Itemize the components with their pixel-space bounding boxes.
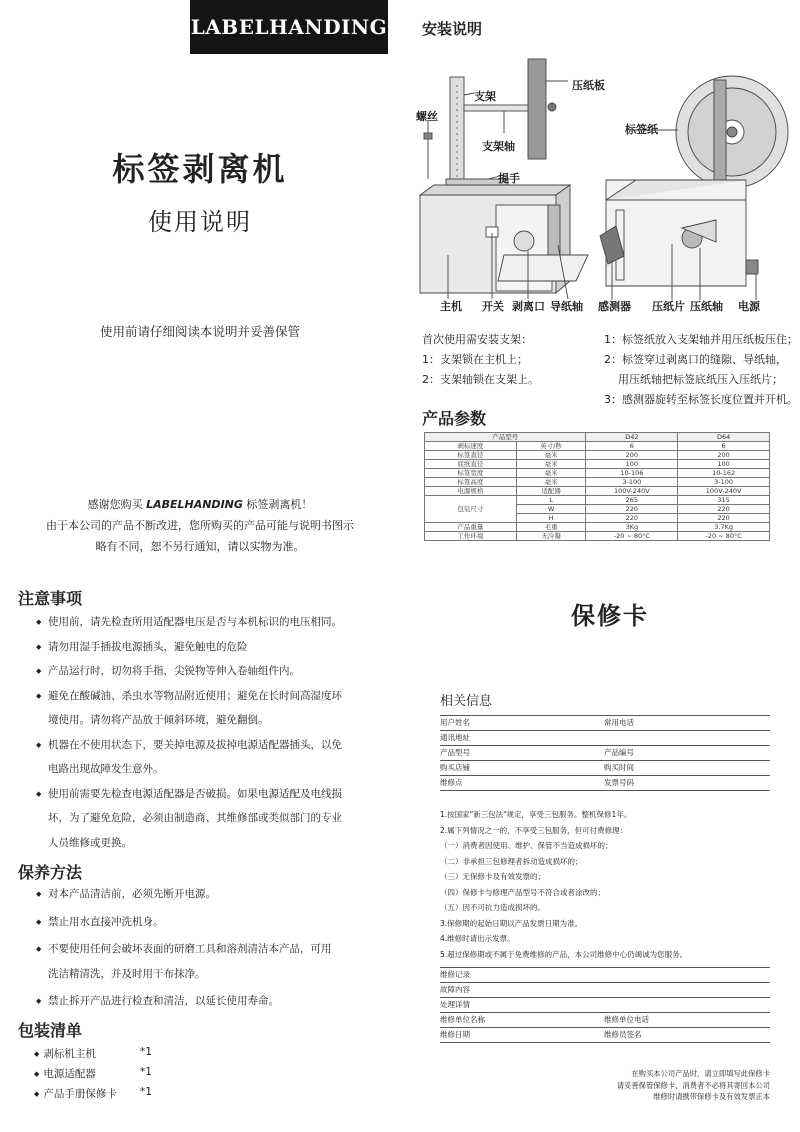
thanks-line2: 由于本公司的产品不断改进，您所购买的产品可能与说明书图示 — [46, 519, 354, 532]
form-label: 故障内容 — [440, 985, 470, 994]
params-title: 产品参数 — [422, 409, 487, 428]
form-row — [440, 761, 770, 776]
table-cell: 220 — [586, 505, 678, 514]
table-cell: 产品重量 — [425, 523, 517, 532]
setup-right-line: 用压纸轴把标签底纸压入压纸片； — [618, 373, 783, 386]
list-item-cont: 境使用。请勿将产品放于倾斜环境，避免翻倒。 — [48, 714, 269, 726]
form-label: 维修日期 — [440, 1030, 470, 1039]
table-cell: 毫米 — [516, 478, 586, 487]
label-sensor: 感测器 — [598, 300, 631, 313]
label-label-paper: 标签纸 — [625, 123, 658, 136]
form-row — [440, 1028, 770, 1043]
rule-line: 5.超过保修期或不属于免费维修的产品，本公司维修中心仍竭诚为您服务。 — [440, 949, 688, 959]
table-cell: 220 — [678, 505, 770, 514]
form-label: 通讯地址 — [440, 733, 470, 742]
rule-line: （五）因不可抗力造成损坏的。 — [440, 903, 545, 912]
rule-line: 2.属下列情况之一的，不享受三包服务，但可付费修理： — [440, 825, 628, 835]
list-item: ◆ 禁止拆开产品进行检查和清洁，以延长使用寿命。 — [36, 989, 376, 1014]
setup-right-line: 1：标签纸放入支架轴并用压纸板压住； — [604, 333, 798, 346]
brand-logo: LABELHANDING — [190, 0, 388, 54]
table-cell: 220 — [678, 514, 770, 523]
label-power: 电源 — [738, 300, 760, 313]
table-cell: 6 — [678, 442, 770, 451]
list-item: ◆ 使用前，请先检查所用适配器电压是否与本机标识的电压相同。 — [36, 610, 376, 635]
list-item — [34, 1046, 96, 1061]
table-cell: 100 — [678, 460, 770, 469]
table-cell: 315 — [678, 496, 770, 505]
setup-right — [604, 330, 798, 410]
form-row — [440, 716, 770, 731]
read-notice: 使用前请仔细阅读本说明并妥善保管 — [99, 324, 300, 339]
warranty-title: 保修卡 — [571, 602, 649, 630]
form-row — [440, 1013, 770, 1028]
table-cell: 英寸/秒 — [516, 442, 586, 451]
table-cell: 3.7Kg — [678, 523, 770, 532]
table-cell: D42 — [586, 433, 678, 442]
thanks-line1-a: 感谢您购买 — [87, 498, 147, 511]
packing-title: 包装清单 — [18, 1021, 83, 1040]
label-peel-port: 剥离口 — [512, 300, 545, 313]
packing-list — [34, 1046, 234, 1106]
rule-line: 3.保修期的起始日期以产品发票日期为准。 — [440, 918, 583, 928]
label-bracket-shaft: 支架轴 — [482, 140, 515, 153]
table-cell: 毫米 — [516, 451, 586, 460]
maintenance-title: 保养方法 — [18, 863, 83, 882]
label-loading-diagram — [596, 60, 796, 305]
thanks-text — [0, 494, 400, 557]
table-row — [425, 478, 770, 487]
setup-right-line: 2：标签穿过剥离口的缝隙、导纸轴， — [604, 353, 787, 366]
table-cell: 标签直径 — [425, 451, 517, 460]
setup-left-line: 2：支架轴锁在支架上。 — [422, 373, 539, 386]
warranty-rules — [440, 807, 770, 962]
rule-line: 1.按国家"新三包法"规定，享受三包服务。整机保修1年。 — [440, 810, 632, 819]
list-item: ◆ 请勿用湿手插拔电源插头，避免触电的危险 — [36, 635, 376, 660]
footer-line: 请妥善保管保修卡，消费者不必将其寄回本公司 — [616, 1080, 770, 1090]
table-cell: H — [516, 514, 586, 523]
table-row — [425, 532, 770, 541]
form-label: 产品编号 — [604, 748, 634, 757]
info-title: 相关信息 — [440, 694, 493, 709]
page-subtitle: 使用说明 — [148, 208, 252, 236]
table-cell: 200 — [678, 451, 770, 460]
rule-line: 4.维修时请出示发票。 — [440, 934, 515, 943]
form-row — [440, 776, 770, 791]
form-row — [440, 968, 770, 983]
table-cell: 200 — [586, 451, 678, 460]
form-label: 处理详情 — [440, 1000, 470, 1009]
form-label: 购买店铺 — [440, 763, 470, 772]
table-row — [425, 433, 770, 442]
thanks-brand: LABELHANDING — [146, 498, 243, 511]
packing-item-name: 电源适配器 — [43, 1068, 96, 1080]
table-cell: 包装尺寸 — [425, 496, 517, 523]
list-item — [34, 1086, 117, 1101]
form-row — [440, 998, 770, 1013]
list-item: ◆ 机器在不使用状态下，要关掉电源及拔掉电源适配器插头，以免 — [36, 733, 376, 758]
setup-left-line: 1：支架锁在主机上； — [422, 353, 528, 366]
form-label: 产品型号 — [440, 748, 470, 757]
list-item: ◆ 使用前需要先检查电源适配器是否破损。如果电源适配及电线损 — [36, 782, 376, 807]
table-cell: L — [516, 496, 586, 505]
table-cell: 100V-240V — [586, 487, 678, 496]
installation-heading: 安装说明 — [422, 20, 483, 38]
form-label: 发票号码 — [604, 778, 634, 787]
form-label: 常用电话 — [604, 718, 634, 727]
rule-line: （二）非承担三包修理者拆动造成损坏的； — [440, 856, 583, 866]
table-cell: 工作环境 — [425, 532, 517, 541]
rule-line: （一）消费者因使用、维护、保管不当造成损坏的； — [440, 841, 613, 850]
form-label: 用户姓名 — [440, 718, 470, 727]
list-item: ◆ 产品运行时，切勿将手指，尖锐物等伸入卷轴组件内。 — [36, 659, 376, 684]
setup-left-line: 首次使用需安装支架： — [422, 333, 532, 346]
form-row — [440, 746, 770, 761]
table-cell: 265 — [586, 496, 678, 505]
rule-line: （四）保修卡与修理产品型号不符合或者涂改的； — [440, 887, 605, 897]
table-cell: 标签宽度 — [425, 469, 517, 478]
label-screw: 螺丝 — [416, 110, 438, 123]
table-cell: 电源规格 — [425, 487, 517, 496]
table-cell: 底纸直径 — [425, 460, 517, 469]
table-row — [425, 523, 770, 532]
table-cell: 毛重 — [516, 523, 586, 532]
table-cell: 毫米 — [516, 460, 586, 469]
form-label: 维修点 — [440, 778, 463, 787]
cautions-title: 注意事项 — [18, 589, 83, 608]
form-label: 维修记录 — [440, 970, 470, 979]
table-cell: 标签高度 — [425, 478, 517, 487]
packing-item-name: 产品手册保修卡 — [43, 1088, 117, 1100]
table-cell: 10-162 — [678, 469, 770, 478]
list-item: ◆ 对本产品清洁前，必须先断开电源。 — [36, 882, 376, 907]
list-item: ◆ 避免在酸碱油、杀虫水等物品附近使用；避免在长时间高湿度环 — [36, 684, 376, 709]
table-cell: 产品型号 — [425, 433, 586, 442]
params-table — [424, 432, 770, 541]
form-label: 维修单位电话 — [604, 1015, 649, 1024]
cautions-list — [36, 610, 376, 855]
table-row — [425, 469, 770, 478]
table-cell: 3-100 — [586, 478, 678, 487]
label-bracket: 支架 — [474, 90, 496, 103]
table-cell: 无冷凝 — [516, 532, 586, 541]
label-guide-shaft: 导纸轴 — [550, 300, 583, 313]
label-paper-plate: 压纸板 — [572, 79, 605, 92]
warranty-footer — [500, 1068, 770, 1103]
table-cell: 剥标速度 — [425, 442, 517, 451]
packing-item-qty: *1 — [140, 1046, 152, 1058]
table-cell: D64 — [678, 433, 770, 442]
label-switch: 开关 — [482, 300, 504, 313]
table-cell: 3-100 — [678, 478, 770, 487]
list-item-cont: 洗洁精清洗，并及时用干布抹净。 — [48, 967, 206, 980]
form-row — [440, 983, 770, 998]
table-cell: 6 — [586, 442, 678, 451]
form-row — [440, 731, 770, 746]
label-main-unit: 主机 — [440, 300, 462, 313]
form-label: 维修员签名 — [604, 1030, 642, 1039]
form-label: 购买时间 — [604, 763, 634, 772]
table-cell: -20 ~ 80°C — [586, 532, 678, 541]
table-row — [425, 442, 770, 451]
footer-line: 维修时请携带保修卡及有效发票正本 — [653, 1092, 770, 1101]
rule-line: （三）无保修卡及有效发票的； — [440, 872, 545, 881]
setup-left — [422, 330, 539, 390]
table-cell: -20 ~ 80°C — [678, 532, 770, 541]
list-item-cont: 电路出现故障发生意外。 — [48, 763, 164, 775]
list-item-cont: 人员维修或更换。 — [48, 836, 132, 849]
maintenance-list — [36, 882, 376, 1014]
packing-item-name: 剥标机主机 — [43, 1048, 96, 1060]
label-press-shaft: 压纸轴 — [690, 300, 723, 313]
list-item: ◆ 禁止用水直接冲洗机身。 — [36, 910, 376, 935]
form-label: 维修单位名称 — [440, 1015, 485, 1024]
list-item-cont: 坏，为了避免危险，必须由制造商、其维修部或类似部门的专业 — [48, 812, 342, 824]
list-item — [34, 1066, 96, 1081]
label-handle: 提手 — [498, 172, 520, 185]
table-cell: 毫米 — [516, 469, 586, 478]
table-cell: 100V-240V — [678, 487, 770, 496]
table-cell: 10-106 — [586, 469, 678, 478]
footer-line: 在购买本公司产品时，请立即填写此保修卡 — [631, 1069, 770, 1078]
thanks-line1-b: 标签剥离机！ — [242, 498, 313, 511]
label-press-plate: 压纸片 — [652, 300, 685, 313]
packing-item-qty: *1 — [140, 1086, 152, 1098]
page-title: 标签剥离机 — [112, 150, 288, 188]
setup-right-line: 3：感测器旋转至标签长度位置并开机。 — [604, 393, 798, 406]
list-item: ◆ 不要使用任何会破坏表面的研磨工具和溶剂清洁本产品，可用 — [36, 937, 376, 962]
table-row — [425, 460, 770, 469]
table-cell: 适配器 — [516, 487, 586, 496]
table-row — [425, 487, 770, 496]
thanks-line3: 略有不同，恕不另行通知，请以实物为准。 — [95, 540, 305, 553]
table-row — [425, 496, 770, 505]
table-cell: 3Kg — [586, 523, 678, 532]
table-cell: 100 — [586, 460, 678, 469]
table-row — [425, 451, 770, 460]
table-cell: W — [516, 505, 586, 514]
table-cell: 220 — [586, 514, 678, 523]
packing-item-qty: *1 — [140, 1066, 152, 1078]
